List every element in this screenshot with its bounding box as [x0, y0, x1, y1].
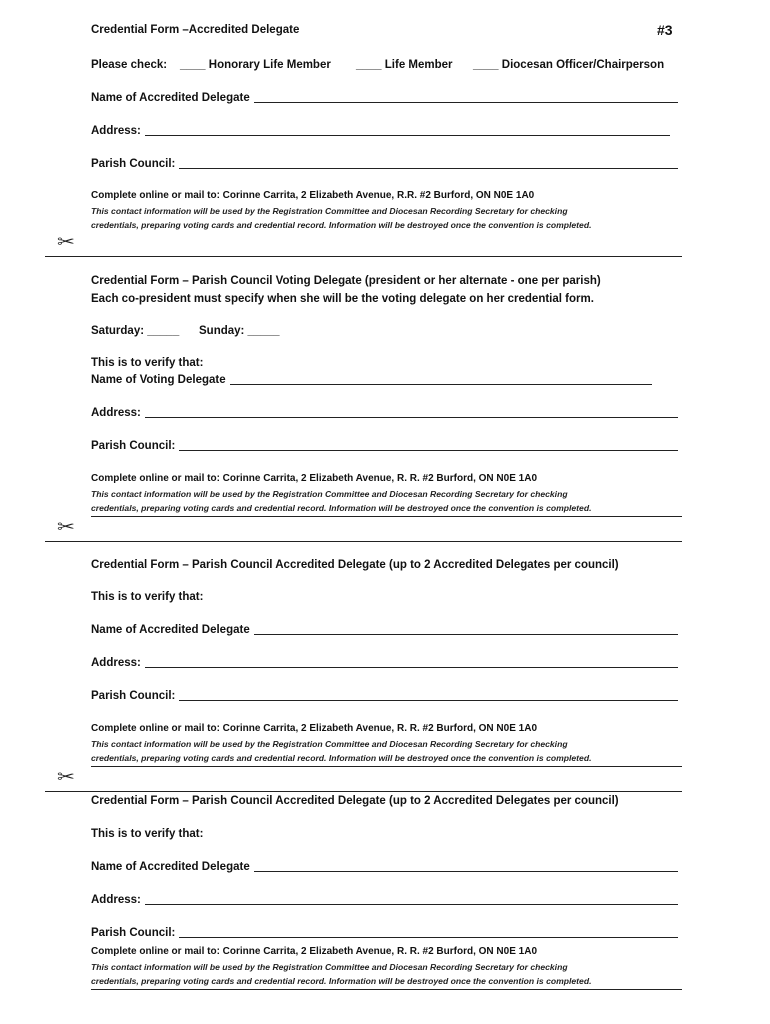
- form2-name-field[interactable]: [91, 374, 652, 388]
- form1-parish-line[interactable]: [179, 158, 678, 169]
- form3-name-field[interactable]: [91, 624, 678, 638]
- scissors-icon: ✂: [57, 769, 76, 786]
- form1-name-field[interactable]: [91, 92, 678, 106]
- form1-address-label: Address:: [91, 125, 141, 137]
- form3-title: Credential Form – Parish Council Accredited Delegate (up to 2 Accredited Delegates per council): [91, 559, 619, 571]
- cut-line-3: [45, 791, 682, 792]
- form3-bottom-rule: [91, 766, 682, 767]
- form3-verify-label: This is to verify that:: [91, 591, 204, 603]
- form4-verify-label: This is to verify that:: [91, 828, 204, 840]
- form1-title: Credential Form –Accredited Delegate: [91, 24, 300, 36]
- form4-note-line2: credentials, preparing voting cards and credential record. Information will be destroyed once the convention is completed.: [91, 976, 592, 986]
- form1-address-line[interactable]: [145, 125, 670, 136]
- scissors-icon: ✂: [57, 519, 76, 536]
- form1-parish-label: Parish Council:: [91, 158, 176, 170]
- form4-parish-line[interactable]: [179, 927, 678, 938]
- form4-address-line[interactable]: [145, 894, 678, 905]
- form3-note-line1: This contact information will be used by the Registration Committee and Diocesan Recording Secretary for checking: [91, 739, 568, 749]
- form3-name-line[interactable]: [254, 624, 678, 635]
- form1-parish-field[interactable]: [91, 158, 678, 172]
- diocesan-officer-option[interactable]: ____ Diocesan Officer/Chairperson: [473, 59, 665, 71]
- sunday-option[interactable]: Sunday: _____: [199, 325, 280, 337]
- form2-subtitle: Each co-president must specify when she will be the voting delegate on her credential form.: [91, 293, 594, 305]
- form2-name-line[interactable]: [230, 374, 652, 385]
- cut-line-2: [45, 541, 682, 542]
- form4-bottom-rule: [91, 989, 682, 990]
- form2-name-label: Name of Voting Delegate: [91, 374, 226, 386]
- form4-title: Credential Form – Parish Council Accredited Delegate (up to 2 Accredited Delegates per council): [91, 795, 619, 807]
- form2-parish-field[interactable]: [91, 440, 678, 454]
- form2-bottom-rule: [91, 516, 682, 517]
- form1-name-label: Name of Accredited Delegate: [91, 92, 250, 104]
- form3-parish-line[interactable]: [179, 690, 678, 701]
- form3-mail-info: Complete online or mail to: Corinne Carrita, 2 Elizabeth Avenue, R. R. #2 Burford, ON N0E 1A0: [91, 723, 538, 734]
- form1-note-line1: This contact information will be used by the Registration Committee and Diocesan Recording Secretary for checking: [91, 206, 568, 216]
- form2-parish-label: Parish Council:: [91, 440, 176, 452]
- saturday-option[interactable]: Saturday: _____: [91, 325, 180, 337]
- please-check-label: Please check:: [91, 59, 168, 71]
- form1-mail-info: Complete online or mail to: Corinne Carrita, 2 Elizabeth Avenue, R.R. #2 Burford, ON N0E 1A0: [91, 190, 535, 201]
- form2-parish-line[interactable]: [179, 440, 678, 451]
- form4-parish-field[interactable]: [91, 927, 678, 941]
- form3-note-line2: credentials, preparing voting cards and credential record. Information will be destroyed once the convention is completed.: [91, 753, 592, 763]
- cut-line-1: [45, 256, 682, 257]
- page-number: #3: [657, 22, 673, 38]
- form3-address-label: Address:: [91, 657, 141, 669]
- honorary-life-member-option[interactable]: ____ Honorary Life Member: [180, 59, 331, 71]
- form2-mail-info: Complete online or mail to: Corinne Carrita, 2 Elizabeth Avenue, R. R. #2 Burford, ON N0E 1A0: [91, 473, 538, 484]
- form2-title: Credential Form – Parish Council Voting Delegate (president or her alternate - one per parish): [91, 275, 601, 287]
- form3-name-label: Name of Accredited Delegate: [91, 624, 250, 636]
- form1-address-field[interactable]: [91, 125, 670, 139]
- form3-parish-label: Parish Council:: [91, 690, 176, 702]
- form4-name-line[interactable]: [254, 861, 678, 872]
- form3-address-line[interactable]: [145, 657, 678, 668]
- form2-address-line[interactable]: [145, 407, 678, 418]
- form4-address-field[interactable]: [91, 894, 678, 908]
- form4-parish-label: Parish Council:: [91, 927, 176, 939]
- form1-name-line[interactable]: [254, 92, 678, 103]
- form2-address-field[interactable]: [91, 407, 678, 421]
- form3-parish-field[interactable]: [91, 690, 678, 704]
- form2-note-line1: This contact information will be used by the Registration Committee and Diocesan Recording Secretary for checking: [91, 489, 568, 499]
- form2-verify-label: This is to verify that:: [91, 357, 204, 369]
- form4-address-label: Address:: [91, 894, 141, 906]
- form2-note-line2: credentials, preparing voting cards and credential record. Information will be destroyed once the convention is completed.: [91, 503, 592, 513]
- form4-note-line1: This contact information will be used by the Registration Committee and Diocesan Recording Secretary for checking: [91, 962, 568, 972]
- form4-mail-info: Complete online or mail to: Corinne Carrita, 2 Elizabeth Avenue, R. R. #2 Burford, ON N0E 1A0: [91, 946, 538, 957]
- form4-name-label: Name of Accredited Delegate: [91, 861, 250, 873]
- life-member-option[interactable]: ____ Life Member: [356, 59, 453, 71]
- scissors-icon: ✂: [57, 234, 76, 251]
- form2-address-label: Address:: [91, 407, 141, 419]
- form3-address-field[interactable]: [91, 657, 678, 671]
- form4-name-field[interactable]: [91, 861, 678, 875]
- form1-note-line2: credentials, preparing voting cards and credential record. Information will be destroyed once the convention is completed.: [91, 220, 592, 230]
